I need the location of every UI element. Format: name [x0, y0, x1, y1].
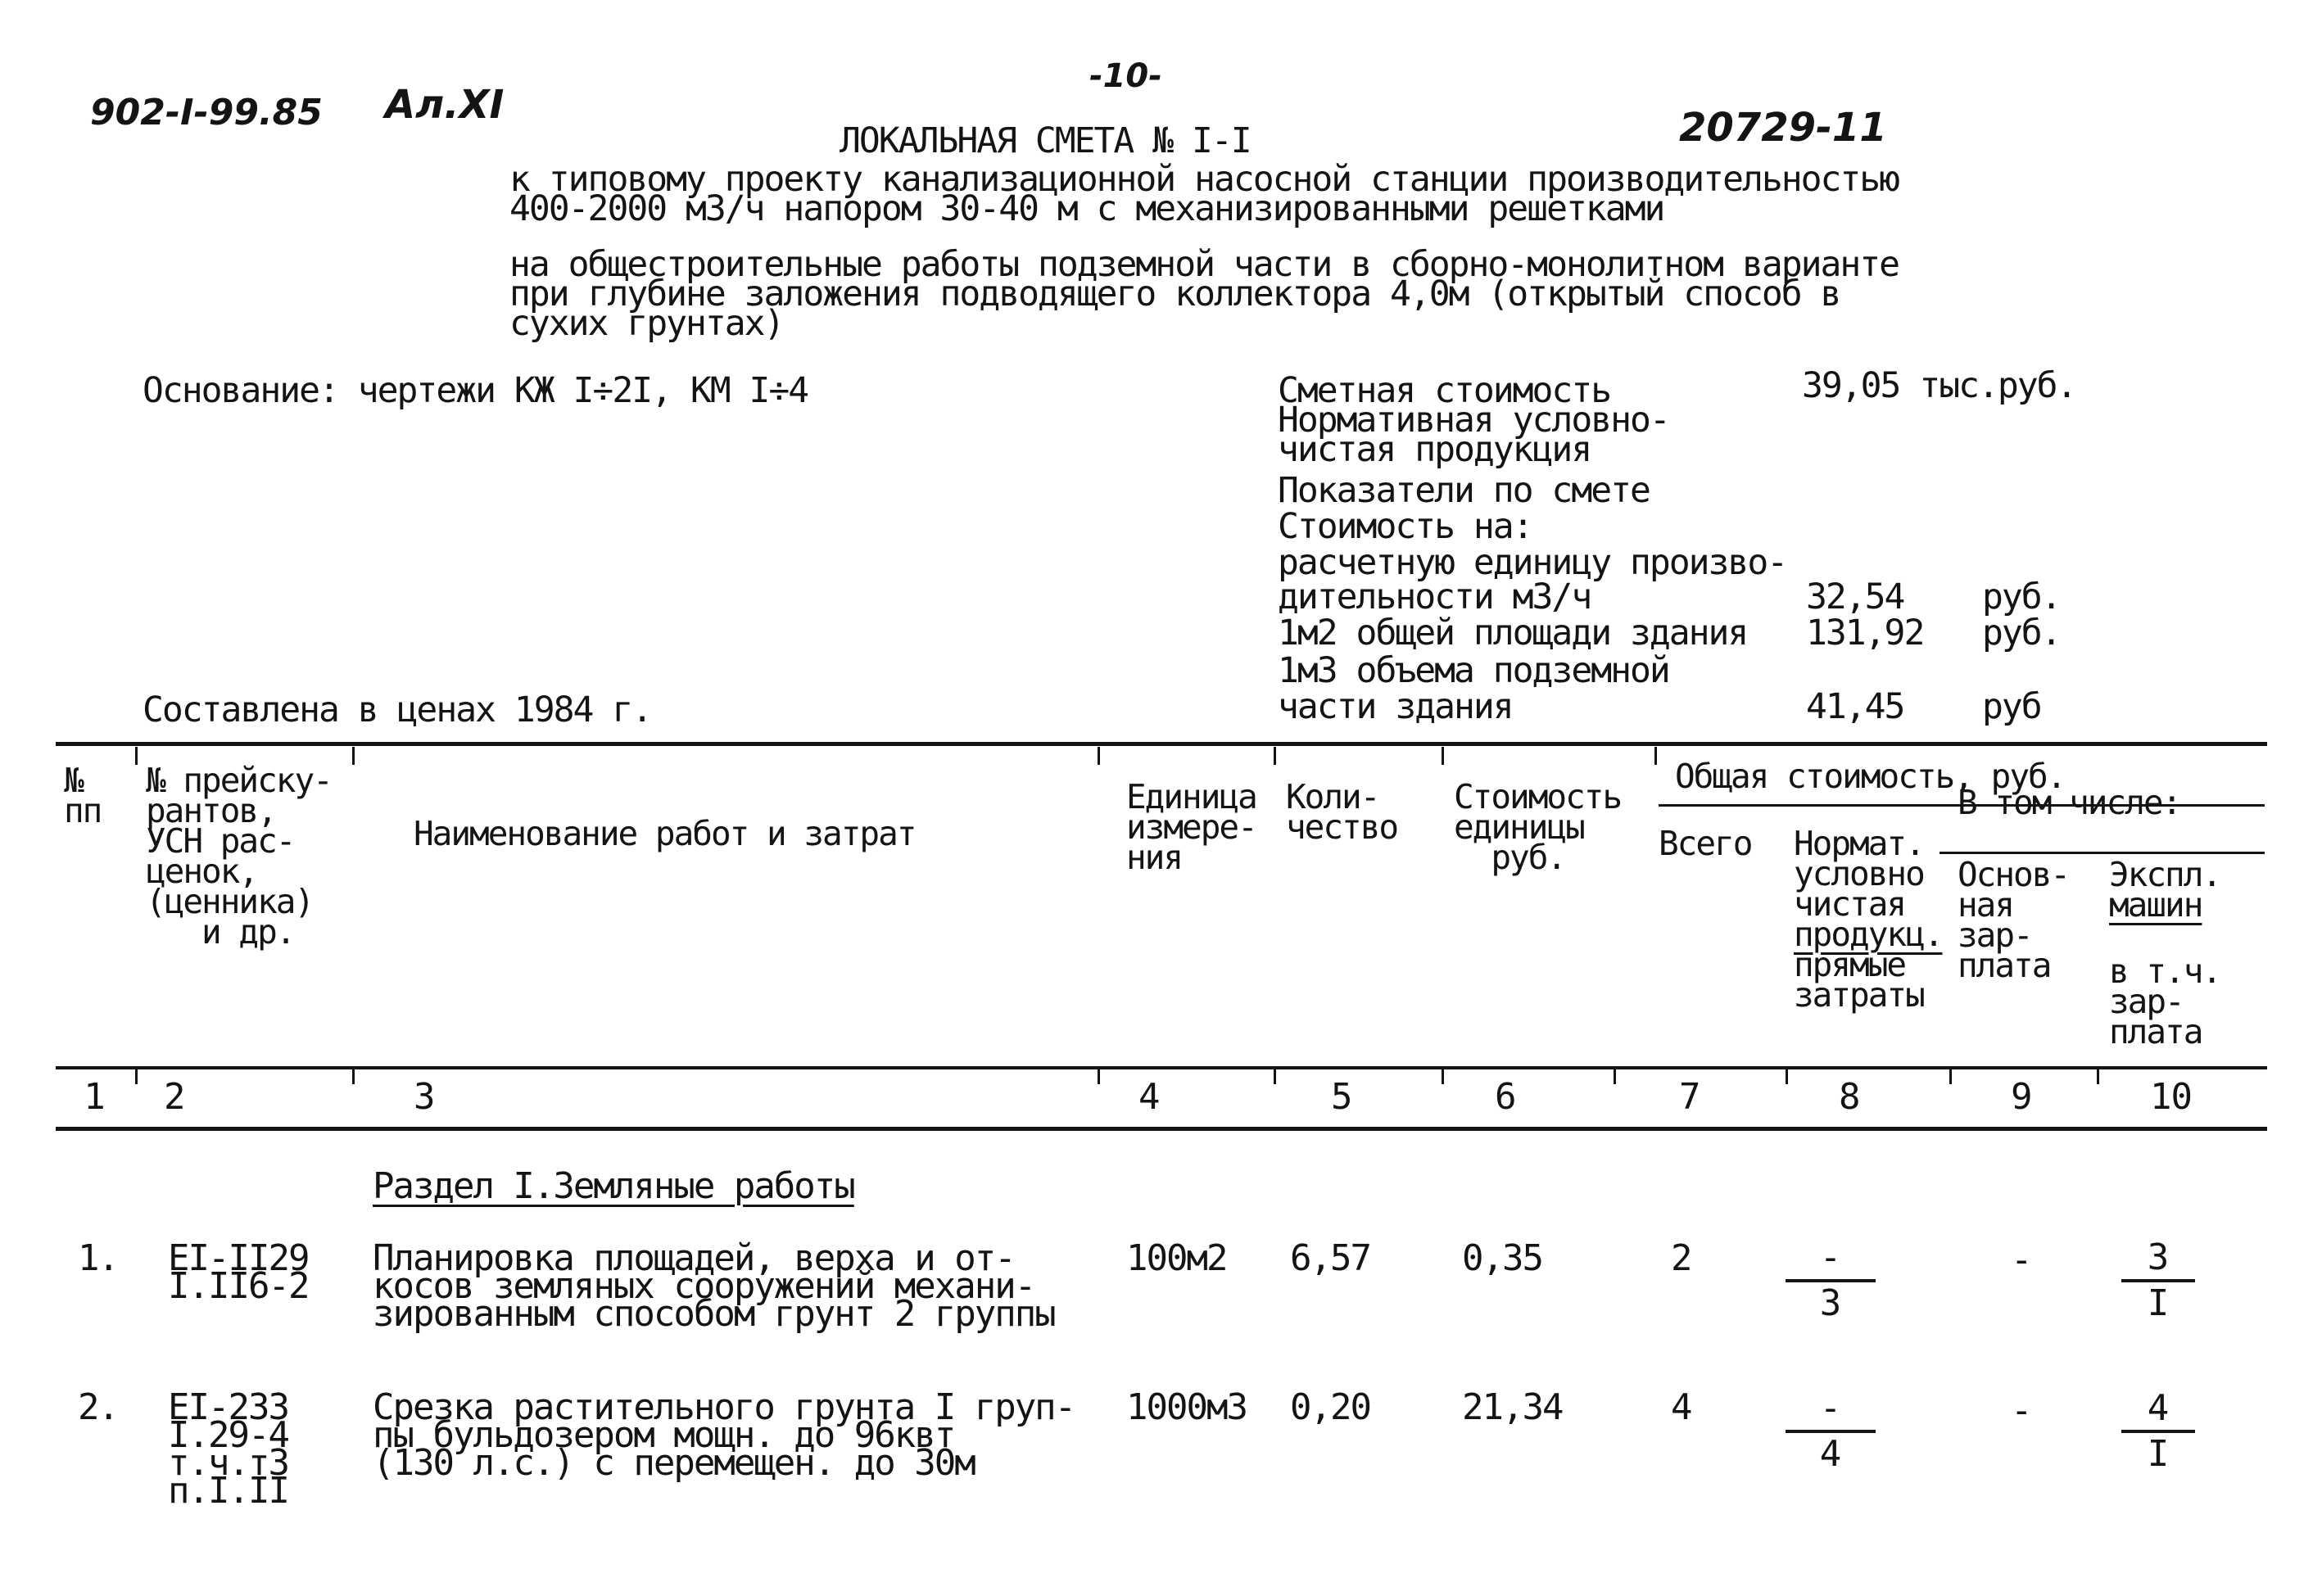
row-unit: 1000м3: [1126, 1386, 1247, 1428]
section-title: Раздел I.Земляные работы: [373, 1165, 854, 1207]
row-wages: -: [2011, 1390, 2031, 1431]
column-tick: [1274, 747, 1276, 765]
column-tick: [1098, 1069, 1100, 1084]
column-tick: [1274, 1069, 1276, 1084]
column-number: 6: [1495, 1076, 1516, 1118]
col-header-norm: Нормат. условно чистая: [1794, 824, 1924, 924]
summary-cost-label: Сметная стоимость: [1278, 370, 1611, 411]
fraction-top: -: [1819, 1237, 1842, 1278]
col-header-machine-wages: в т.ч. зар- плата: [2109, 952, 2221, 1051]
numbers-bottom-rule: [56, 1127, 2267, 1131]
row-wages: -: [2011, 1239, 2031, 1281]
fraction-top: 4: [2147, 1387, 2170, 1429]
basis: Основание: чертежи КЖ I÷2I, КМ I÷4: [143, 370, 808, 411]
summary-label: дительности м3/ч: [1278, 576, 1591, 617]
column-tick: [1614, 1069, 1616, 1084]
column-number: 9: [2011, 1076, 2032, 1118]
column-number: 4: [1138, 1076, 1160, 1118]
album-number: Ал.XI: [385, 82, 505, 128]
row-name: Срезка растительного грунта I груп- пы бульдозером мощн. до 96квт (130 л.с.) с перемещен. до 30м: [373, 1386, 1075, 1484]
title-line-2: 400-2000 м3/ч напором 30-40 м с механизированными решетками: [509, 188, 1664, 229]
col-header-norm-product: продукц.: [1794, 915, 1943, 954]
summary-cost-value: 39,05 тыс.руб.: [1802, 365, 2076, 406]
col-header-total: Всего: [1659, 824, 1752, 863]
column-tick: [352, 747, 355, 765]
column-tick: [1949, 1069, 1952, 1084]
scope-line-1: на общестроительные работы подземной части в сборно-монолитном варианте: [509, 244, 1899, 285]
summary-label: расчетную единицу произво-: [1278, 542, 1787, 583]
row-norm-fraction: [1777, 1237, 1884, 1325]
summary-unit: руб.: [1982, 613, 2061, 653]
fraction-bottom: I: [2147, 1282, 2170, 1324]
incl-rule: [1940, 852, 2265, 854]
col-header-machines-2: машин: [2109, 885, 2202, 925]
page-number: -10-: [1089, 57, 1162, 95]
column-number: 3: [414, 1076, 435, 1118]
doc-number: 20729-11: [1679, 105, 1887, 151]
col-header-price-list: № прейску- рантов, УСН рас- ценок, (ценника) и др.: [146, 761, 332, 952]
col-header-name: Наименование работ и затрат: [414, 814, 916, 853]
row-number: 1.: [78, 1237, 118, 1279]
column-number: 7: [1679, 1076, 1700, 1118]
summary-label: части здания: [1278, 686, 1513, 727]
compiled-prices: Составлена в ценах 1984 г.: [143, 689, 652, 730]
row-code: EI-233 I.29-4 т.ч.т3 п.I.II: [168, 1386, 288, 1512]
col-header-index: № пп: [64, 761, 102, 830]
row-qty: 0,20: [1290, 1386, 1370, 1428]
col-header-machines: Экспл.: [2109, 855, 2221, 894]
column-tick: [1442, 1069, 1444, 1084]
summary-label: Нормативная условно-: [1278, 400, 1669, 441]
column-number: 8: [1839, 1076, 1860, 1118]
column-tick: [135, 1069, 138, 1084]
column-number: 2: [164, 1076, 185, 1118]
row-unit-cost: 21,34: [1462, 1386, 1563, 1428]
header-bottom-rule: [56, 1066, 2267, 1069]
col-header-unit: Единица измере- ния: [1126, 777, 1256, 877]
row-number: 2.: [78, 1386, 118, 1428]
column-tick: [2097, 1069, 2099, 1084]
title-line-1: к типовому проекту канализационной насосной станции производительностью: [509, 159, 1899, 200]
summary-value: 32,54: [1806, 576, 1904, 617]
summary-label: Стоимость на:: [1278, 506, 1532, 547]
fraction-bottom: 3: [1819, 1282, 1842, 1324]
column-number: 5: [1331, 1076, 1352, 1118]
summary-label: 1м2 общей площади здания: [1278, 613, 1748, 653]
row-unit: 100м2: [1126, 1237, 1227, 1279]
row-unit-cost: 0,35: [1462, 1237, 1542, 1279]
scope-line-2: при глубине заложения подводящего коллектора 4,0м (открытый способ в: [509, 274, 1840, 314]
row-total: 4: [1671, 1386, 1691, 1428]
col-header-unit-cost: Стоимость единицы руб.: [1454, 777, 1622, 877]
row-total: 2: [1671, 1237, 1691, 1279]
table-top-rule: [56, 742, 2267, 746]
column-number: 10: [2150, 1076, 2192, 1118]
scope-line-3: сухих грунтах): [509, 303, 784, 344]
column-tick: [135, 747, 138, 765]
fraction-top: 3: [2147, 1237, 2170, 1278]
doc-title: ЛОКАЛЬНАЯ СМЕТА № I-I: [840, 120, 1251, 161]
col-header-wages: Основ- ная зар- плата: [1958, 855, 2070, 985]
summary-label: чистая продукция: [1278, 429, 1591, 470]
summary-unit: руб: [1982, 686, 2041, 727]
col-header-qty: Коли- чество: [1286, 777, 1398, 847]
summary-value: 131,92: [1806, 613, 1924, 653]
project-code: 902-I-99.85: [90, 92, 323, 133]
summary-value: 41,45: [1806, 686, 1904, 727]
column-tick: [1654, 747, 1657, 765]
row-name: Планировка площадей, верха и от- косов земляных сооружений механи- зированным способом грунт 2 группы: [373, 1237, 1055, 1335]
summary-label: Показатели по смете: [1278, 470, 1650, 511]
fraction-bottom: I: [2147, 1433, 2170, 1475]
summary-unit: руб.: [1982, 576, 2061, 617]
row-qty: 6,57: [1290, 1237, 1370, 1279]
row-norm-fraction: [1777, 1387, 1884, 1476]
row-code: EI-II29 I.II6-2: [168, 1237, 309, 1307]
row-machines-fraction: [2113, 1387, 2203, 1476]
column-tick: [1786, 1069, 1788, 1084]
column-tick: [1098, 747, 1100, 765]
row-machines-fraction: [2113, 1237, 2203, 1325]
fraction-top: -: [1819, 1387, 1842, 1429]
column-tick: [352, 1069, 355, 1084]
col-header-total-group: Общая стоимость, руб.: [1675, 757, 2066, 796]
column-tick: [1442, 747, 1444, 765]
summary-label: 1м3 объема подземной: [1278, 650, 1669, 691]
fraction-bottom: 4: [1819, 1433, 1842, 1475]
column-number: 1: [84, 1076, 105, 1118]
col-header-direct-costs: прямые затраты: [1794, 945, 1924, 1015]
col-header-including: В том числе:: [1958, 783, 2181, 822]
